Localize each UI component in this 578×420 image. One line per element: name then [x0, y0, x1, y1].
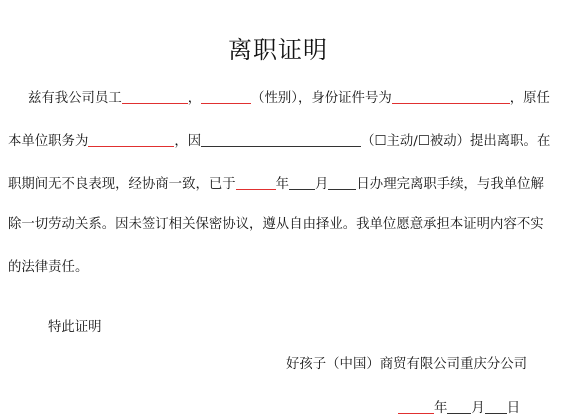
- sign-day-label: 日: [506, 401, 521, 416]
- text-reason-prefix: ，因: [174, 134, 202, 149]
- signature-date: [398, 396, 520, 419]
- paragraph-line-5: 的法律责任。: [8, 260, 89, 275]
- text-month: 月: [315, 177, 329, 192]
- paragraph-line-3: [8, 172, 544, 195]
- employee-name-blank[interactable]: [122, 88, 188, 104]
- document-title: 离职证明: [228, 36, 328, 64]
- text-position-prefix: 本单位职务为: [8, 134, 89, 149]
- text-resign-type: （☐主动/☐被动）提出离职。在: [361, 134, 551, 149]
- text-gender-id: （性别），身份证件号为: [251, 91, 392, 106]
- gender-blank[interactable]: [201, 88, 251, 104]
- paragraph-line-4: 除一切劳动关系。因未签订相关保密协议，遵从自由择业。我单位愿意承担本证明内容不实: [8, 217, 544, 232]
- id-number-blank[interactable]: [392, 88, 510, 104]
- sign-month-blank[interactable]: [447, 398, 471, 414]
- sign-month-label: 月: [471, 401, 485, 416]
- position-blank[interactable]: [88, 131, 174, 147]
- leave-day-blank[interactable]: [328, 174, 356, 190]
- paragraph-line-2: [8, 129, 550, 152]
- reason-blank[interactable]: [201, 131, 361, 147]
- sign-day-blank[interactable]: [485, 398, 507, 414]
- text-employee-prefix: 兹有我公司员工: [28, 91, 122, 106]
- company-name: 好孩子（中国）商贸有限公司重庆分公司: [286, 357, 528, 372]
- closing-statement: 特此证明: [48, 320, 102, 335]
- text-day-suffix: 日办理完离职手续，与我单位解: [356, 177, 544, 192]
- leave-month-blank[interactable]: [289, 174, 315, 190]
- leave-year-blank[interactable]: [236, 174, 276, 190]
- paragraph-line-1: [28, 86, 550, 109]
- sign-year-blank[interactable]: [398, 398, 434, 414]
- sign-year-label: 年: [434, 401, 448, 416]
- text-original-post: ，原任: [509, 91, 550, 106]
- text-period-prefix: 职期间无不良表现，经协商一致，已于: [8, 177, 236, 192]
- text-year: 年: [275, 177, 290, 192]
- text-comma: ，: [187, 91, 202, 106]
